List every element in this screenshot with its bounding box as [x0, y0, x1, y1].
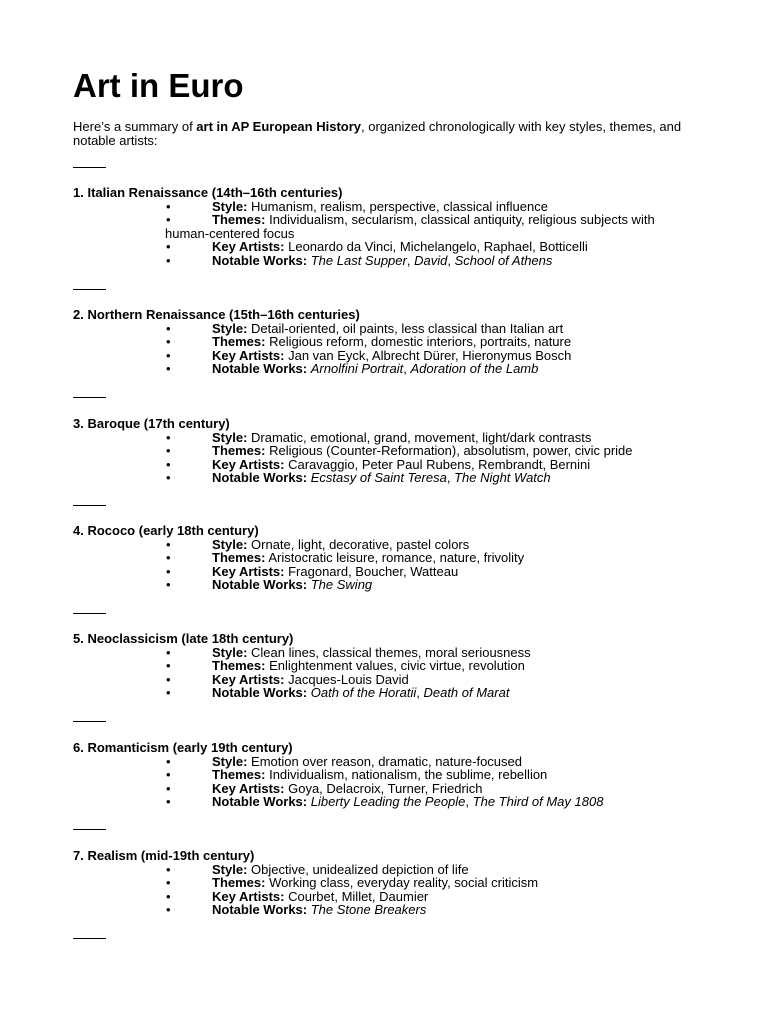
section-list: [73, 322, 713, 376]
section-realism: [73, 849, 713, 917]
section-divider: [73, 721, 106, 722]
section-title: 1. Italian Renaissance (14th–16th centuries): [73, 185, 343, 200]
page-title: Art in Euro: [73, 67, 244, 104]
list-item: • Notable Works: Liberty Leading the People, The Third of May 1808: [166, 794, 604, 809]
list-item: • Style: Ornate, light, decorative, pastel colors: [166, 536, 470, 552]
list-item: • Themes: Individualism, secularism, classical antiquity, religious subjects with human-centered focus: [165, 212, 655, 241]
section-list: [73, 646, 713, 700]
list-item: • Key Artists: Courbet, Millet, Daumier: [166, 888, 429, 904]
list-item: • Key Artists: Jan van Eyck, Albrecht Dürer, Hieronymus Bosch: [166, 347, 572, 363]
section-divider: [73, 397, 106, 398]
list-item: • Notable Works: The Stone Breakers: [166, 902, 427, 917]
section-neoclassicism: [73, 632, 713, 700]
section-divider: [73, 167, 106, 168]
section-northern-renaissance: [73, 308, 713, 376]
list-item: • Style: Clean lines, classical themes, moral seriousness: [166, 644, 531, 660]
list-item: • Style: Dramatic, emotional, grand, movement, light/dark contrasts: [166, 429, 592, 445]
list-item: • Themes: Enlightenment values, civic virtue, revolution: [166, 658, 525, 673]
list-item: • Style: Humanism, realism, perspective, classical influence: [166, 198, 548, 214]
section-baroque: [73, 417, 713, 485]
list-item: • Key Artists: Fragonard, Boucher, Watteau: [166, 563, 459, 579]
section-rococo: [73, 524, 713, 592]
list-item: • Themes: Religious reform, domestic interiors, portraits, nature: [166, 334, 572, 349]
list-item: • Themes: Individualism, nationalism, the sublime, rebellion: [166, 767, 548, 782]
list-item: • Notable Works: The Last Supper, David, School of Athens: [166, 252, 553, 268]
intro-paragraph: Here’s a summary of art in AP European History, organized chronologically with key styles, themes, and notable artists:: [73, 119, 682, 148]
section-list: [73, 538, 713, 592]
section-divider: [73, 289, 106, 290]
section-list: [73, 863, 713, 917]
list-item: • Notable Works: Arnolfini Portrait, Adoration of the Lamb: [166, 361, 539, 376]
list-item: • Key Artists: Leonardo da Vinci, Michelangelo, Raphael, Botticelli: [166, 239, 588, 254]
list-item: • Notable Works: The Swing: [166, 577, 373, 592]
list-item: • Themes: Working class, everyday reality, social criticism: [166, 875, 539, 890]
section-list: [73, 200, 713, 268]
list-item: • Key Artists: Caravaggio, Peter Paul Rubens, Rembrandt, Bernini: [166, 456, 591, 472]
section-divider: [73, 505, 106, 506]
section-title: 3. Baroque (17th century): [73, 416, 230, 431]
section-divider: [73, 829, 106, 830]
list-item: • Style: Emotion over reason, dramatic, nature-focused: [166, 753, 522, 769]
list-item: • Notable Works: Ecstasy of Saint Teresa, The Night Watch: [166, 470, 551, 485]
section-divider: [73, 938, 106, 939]
section-title: 6. Romanticism (early 19th century): [73, 740, 293, 755]
section-title: 5. Neoclassicism (late 18th century): [73, 631, 294, 646]
section-title: 7. Realism (mid-19th century): [73, 848, 255, 863]
list-item: • Notable Works: Oath of the Horatii, Death of Marat: [166, 685, 510, 700]
section-title: 2. Northern Renaissance (15th–16th centuries): [73, 307, 360, 322]
section-list: [73, 431, 713, 485]
list-item: • Key Artists: Goya, Delacroix, Turner, Friedrich: [166, 780, 483, 796]
list-item: • Style: Objective, unidealized depiction of life: [166, 861, 469, 877]
list-item: • Themes: Aristocratic leisure, romance, nature, frivolity: [166, 550, 525, 565]
section-divider: [73, 613, 106, 614]
list-item: • Themes: Religious (Counter-Reformation), absolutism, power, civic pride: [166, 443, 633, 458]
list-item: • Style: Detail-oriented, oil paints, less classical than Italian art: [166, 320, 564, 336]
section-italian-renaissance: [73, 186, 713, 267]
section-title: 4. Rococo (early 18th century): [73, 523, 259, 538]
section-romanticism: [73, 741, 713, 809]
section-list: [73, 755, 713, 809]
list-item: • Key Artists: Jacques-Louis David: [166, 671, 409, 687]
